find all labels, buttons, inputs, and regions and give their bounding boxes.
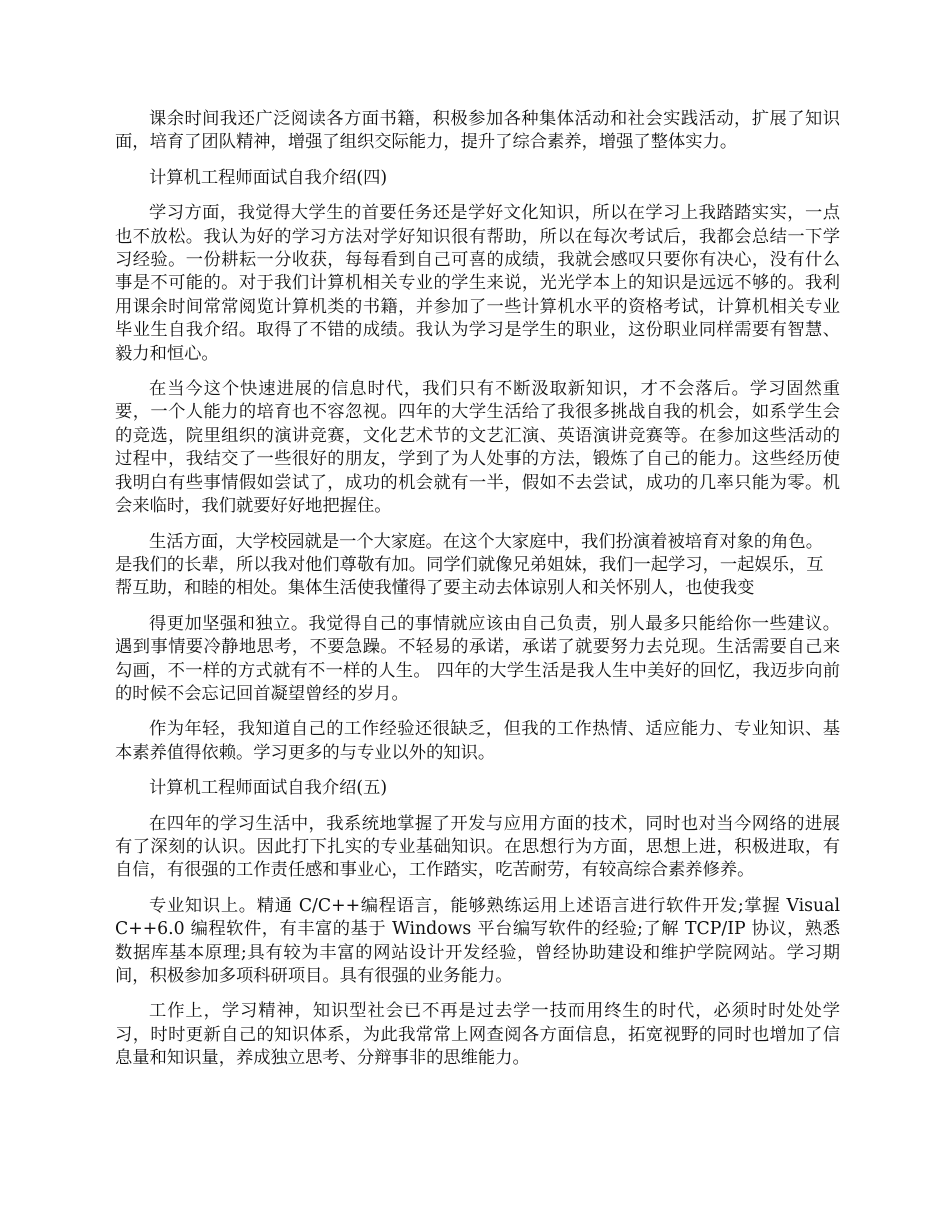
paragraph-information-age: 在当今这个快速进展的信息时代，我们只有不断汲取新知识，才不会落后。学习固然重要，一个人能力的培育也不容忽视。四年的大学生活给了我很多挑战自我的机会，如系学生会的竞选，院里组织的演讲竞赛，文化艺术节的文艺汇演、英语演讲竞赛等。在参加这些活动的过程中，我结交了一些很好的朋友，学到了为人处事的方法，锻炼了自己的能力。这些经历使我明白有些事情假如尝试了，成功的机会就有一半，假如不去尝试，成功的几率只能为零。机会来临时，我们就要好好地把握住。 — [115, 379, 840, 517]
section-heading-4: 计算机工程师面试自我介绍(四) — [149, 167, 388, 188]
paragraph-work: 工作上，学习精神，知识型社会已不再是过去学一技而用终生的时代，必须时时处处学习，时时更新自己的知识体系，为此我常常上网查阅各方面信息，拓宽视野的同时也增加了信息量和知识量，养成独立思考、分辩事非的思维能力。 — [115, 1001, 840, 1069]
document-page — [115, 108, 840, 1083]
paragraph-extracurricular: 课余时间我还广泛阅读各方面书籍，积极参加各种集体活动和社会实践活动，扩展了知识面，培育了团队精神，增强了组织交际能力，提升了综合素养，增强了整体实力。 — [115, 109, 840, 153]
section-heading-5: 计算机工程师面试自我介绍(五) — [149, 778, 388, 799]
paragraph-enthusiasm: 作为年轻，我知道自己的工作经验还很缺乏，但我的工作热情、适应能力、专业知识、基本素养值得依赖。学习更多的与专业以外的知识。 — [115, 719, 840, 763]
paragraph-professional-knowledge: 专业知识上。精通 C/C++编程语言，能够熟练运用上述语言进行软件开发;掌握 Visual C++6.0 编程软件，有丰富的基于 Windows 平台编写软件的经验;了解 TCP/IP 协议，熟悉数据库基本原理;具有较为丰富的网站设计开发经验，曾经协助建设和维护学院网站。学习期间，积极参加多项科研项目。具有很强的业务能力。 — [115, 895, 840, 986]
paragraph-independence: 得更加坚强和独立。我觉得自己的事情就应该由自己负责，别人最多只能给你一些建议。遇到事情要冷静地思考，不要急躁。不轻易的承诺，承诺了就要努力去兑现。生活需要自己来勾画，不一样的方式就有不一样的人生。 四年的大学生活是我人生中美好的回忆，我迈步向前的时候不会忘记回首凝望曾经的岁月。 — [115, 613, 840, 704]
paragraph-four-years: 在四年的学习生活中，我系统地掌握了开发与应用方面的技术，同时也对当今网络的进展有了深刻的认识。因此打下扎实的专业基础知识。在思想行为方面，思想上进，积极进取，有自信，有很强的工作责任感和事业心，工作踏实，吃苦耐劳，有较高综合素养修养。 — [115, 813, 840, 881]
paragraph-study: 学习方面，我觉得大学生的首要任务还是学好文化知识，所以在学习上我踏踏实实，一点也不放松。我认为好的学习方法对学好知识很有帮助，所以在每次考试后，我都会总结一下学习经验。一份耕耘一分收获，每每看到自己可喜的成绩，我就会感叹只要你有决心，没有什么事是不可能的。对于我们计算机相关专业的学生来说，光光学本上的知识是远远不够的。我利用课余时间常常阅览计算机类的书籍，并参加了一些计算机水平的资格考试，计算机相关专业毕业生自我介绍。取得了不错的成绩。我认为学习是学生的职业，这份职业同样需要有智慧、毅力和恒心。 — [115, 203, 840, 364]
paragraph-life: 生活方面，大学校园就是一个大家庭。在这个大家庭中，我们扮演着被培育对象的角色。是我们的长辈，所以我对他们尊敬有加。同学们就像兄弟姐妹，我们一起学习，一起娱乐，互帮互助，和睦的相处。集体生活使我懂得了要主动去体谅别人和关怀别人，也使我变 — [115, 531, 824, 599]
